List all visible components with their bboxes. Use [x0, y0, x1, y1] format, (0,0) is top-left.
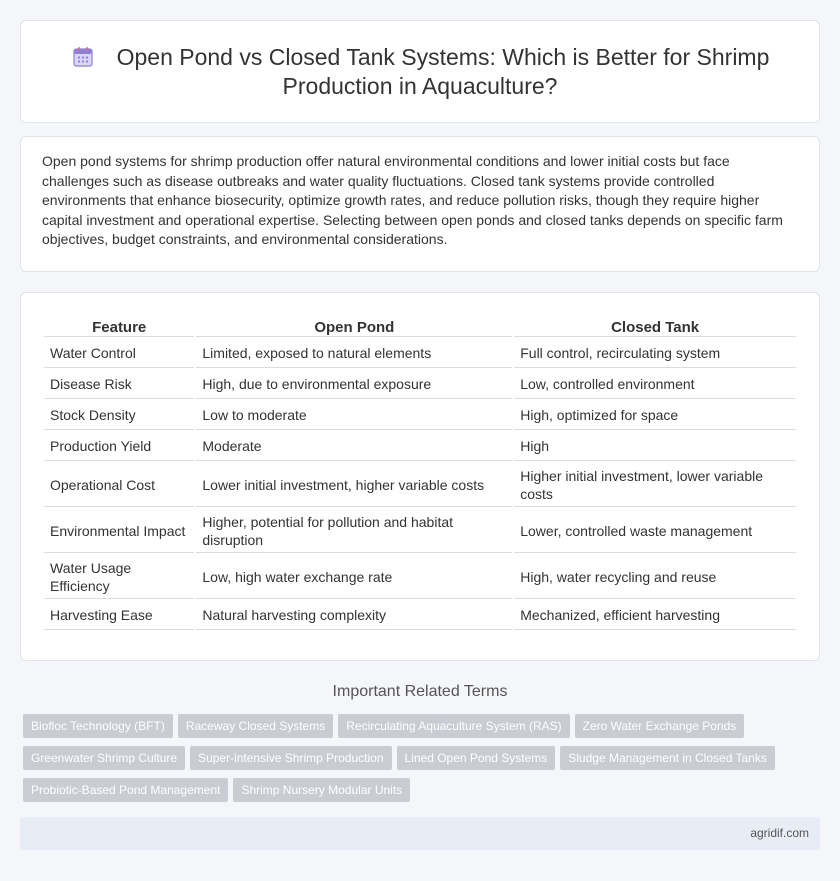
- closed-tank-cell: Low, controlled environment: [514, 370, 796, 399]
- related-term-tag[interactable]: Probiotic-Based Pond Management: [23, 778, 228, 802]
- open-pond-cell: Low to moderate: [196, 401, 512, 430]
- intro-paragraph: Open pond systems for shrimp production offer natural environmental conditions and lower initial costs but face challenges such as disease outbreaks and water quality fluctuations. Closed tank systems provide controlled environments that enhance biosecurity, optimize growth rates, and reduce pollution risks, though they require higher capital investment and operational expertise. Selecting between open ponds and closed tanks depends on specific farm objectives, budget constraints, and environmental considerations.: [42, 153, 783, 247]
- open-pond-cell: Natural harvesting complexity: [196, 601, 512, 630]
- title-line-1: Open Pond vs Closed Tank Systems: Which is Better for Shrimp: [116, 44, 770, 70]
- feature-cell: Water Usage Efficiency: [44, 555, 194, 599]
- open-pond-cell: Low, high water exchange rate: [196, 555, 512, 599]
- related-term-tag[interactable]: Sludge Management in Closed Tanks: [560, 746, 775, 770]
- title-line-2: Production in Aquaculture?: [282, 73, 558, 99]
- closed-tank-cell: Full control, recirculating system: [514, 339, 796, 368]
- header-open-pond: Open Pond: [196, 317, 512, 337]
- related-terms-heading: Important Related Terms: [332, 683, 508, 700]
- related-term-tag[interactable]: Super-intensive Shrimp Production: [190, 746, 391, 770]
- open-pond-cell: Higher, potential for pollution and habitat disruption: [196, 509, 512, 553]
- related-terms-list: [23, 714, 813, 810]
- related-term-tag[interactable]: Raceway Closed Systems: [178, 714, 333, 738]
- header-feature: Feature: [44, 317, 194, 337]
- feature-cell: Operational Cost: [44, 463, 194, 507]
- feature-cell: Stock Density: [44, 401, 194, 430]
- related-term-tag[interactable]: Lined Open Pond Systems: [397, 746, 556, 770]
- title-card: [20, 20, 820, 123]
- footer-bar: [20, 817, 820, 850]
- closed-tank-cell: Mechanized, efficient harvesting: [514, 601, 796, 630]
- feature-cell: Production Yield: [44, 432, 194, 461]
- closed-tank-cell: Higher initial investment, lower variable costs: [514, 463, 796, 507]
- closed-tank-cell: High, water recycling and reuse: [514, 555, 796, 599]
- related-term-tag[interactable]: Recirculating Aquaculture System (RAS): [338, 714, 569, 738]
- header-closed-tank: Closed Tank: [514, 317, 796, 337]
- feature-cell: Water Control: [44, 339, 194, 368]
- closed-tank-cell: High, optimized for space: [514, 401, 796, 430]
- table-row: [44, 509, 796, 553]
- site-link[interactable]: agridif.com: [750, 826, 809, 840]
- table-header-row: [44, 317, 796, 337]
- feature-cell: Environmental Impact: [44, 509, 194, 553]
- intro-card: [20, 136, 820, 272]
- related-term-tag[interactable]: Greenwater Shrimp Culture: [23, 746, 185, 770]
- table-row: [44, 601, 796, 630]
- table-row: [44, 370, 796, 399]
- open-pond-cell: High, due to environmental exposure: [196, 370, 512, 399]
- open-pond-cell: Moderate: [196, 432, 512, 461]
- comparison-card: [20, 292, 820, 661]
- feature-cell: Harvesting Ease: [44, 601, 194, 630]
- closed-tank-cell: Lower, controlled waste management: [514, 509, 796, 553]
- open-pond-cell: Limited, exposed to natural elements: [196, 339, 512, 368]
- comparison-table: [42, 315, 798, 632]
- calendar-icon: [71, 45, 95, 69]
- related-term-tag[interactable]: Zero Water Exchange Ponds: [575, 714, 745, 738]
- table-row: [44, 432, 796, 461]
- open-pond-cell: Lower initial investment, higher variable costs: [196, 463, 512, 507]
- closed-tank-cell: High: [514, 432, 796, 461]
- table-row: [44, 463, 796, 507]
- page-title: [21, 43, 819, 101]
- related-term-tag[interactable]: Biofloc Technology (BFT): [23, 714, 173, 738]
- related-term-tag[interactable]: Shrimp Nursery Modular Units: [233, 778, 410, 802]
- table-row: [44, 555, 796, 599]
- table-row: [44, 339, 796, 368]
- table-row: [44, 401, 796, 430]
- feature-cell: Disease Risk: [44, 370, 194, 399]
